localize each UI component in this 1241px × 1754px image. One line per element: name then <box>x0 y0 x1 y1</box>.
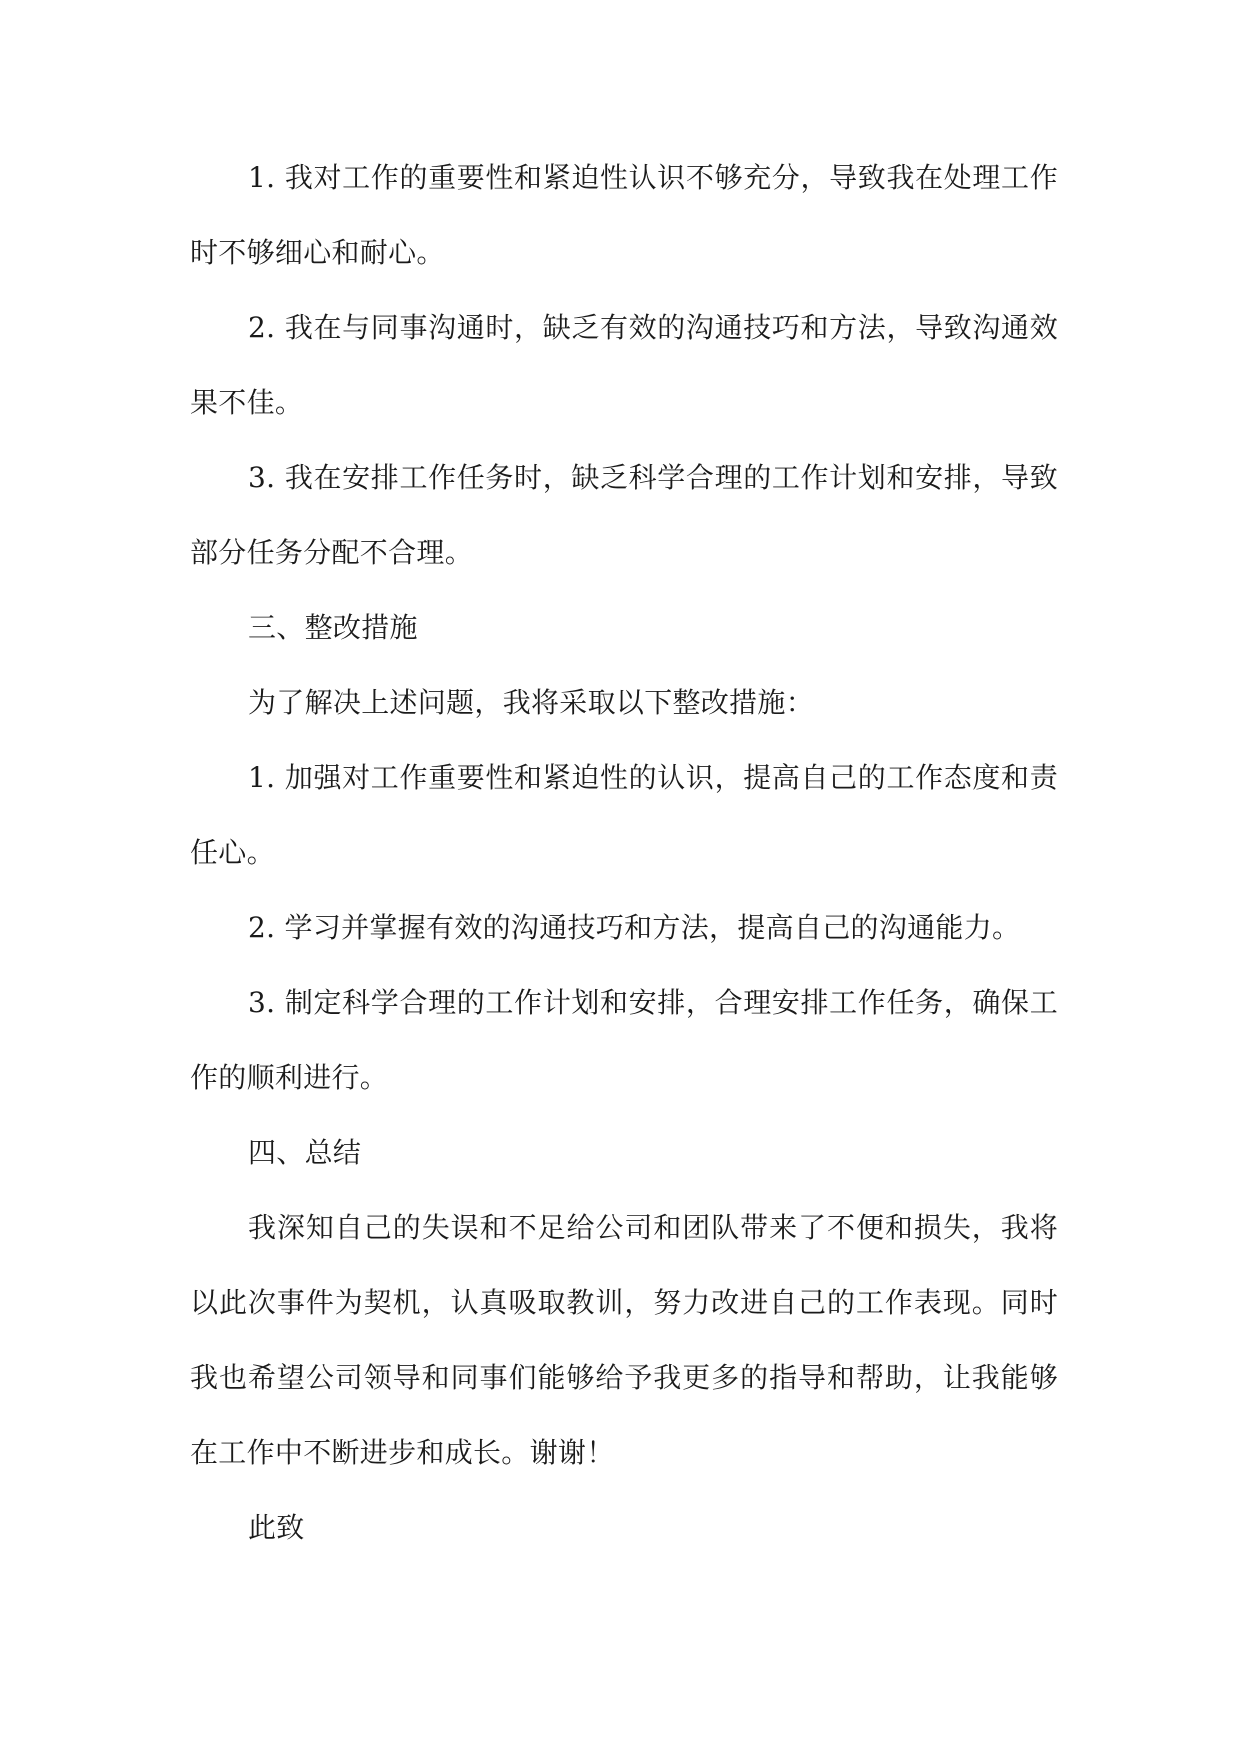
closing-salutation: 此致 <box>248 1511 305 1544</box>
measures-intro: 为了解决上述问题，我将采取以下整改措施： <box>248 686 815 719</box>
measure-item-1: 1. 加强对工作重要性和紧迫性的认识，提高自己的工作态度和责任心。 <box>190 761 1058 869</box>
section-heading-measures: 三、整改措施 <box>248 611 418 644</box>
document-page <box>190 140 1058 1565</box>
summary-paragraph: 我深知自己的失误和不足给公司和团队带来了不便和损失，我将以此次事件为契机，认真吸取教训，努力改进自己的工作表现。同时我也希望公司领导和同事们能够给予我更多的指导和帮助，让我能够在工作中不断进步和成长。谢谢！ <box>190 1211 1058 1469</box>
problem-item-3: 3. 我在安排工作任务时，缺乏科学合理的工作计划和安排，导致部分任务分配不合理。 <box>190 461 1058 569</box>
section-heading-summary: 四、总结 <box>248 1136 362 1169</box>
measure-item-3: 3. 制定科学合理的工作计划和安排，合理安排工作任务，确保工作的顺利进行。 <box>190 986 1058 1094</box>
problem-item-2: 2. 我在与同事沟通时，缺乏有效的沟通技巧和方法，导致沟通效果不佳。 <box>190 311 1058 419</box>
problem-item-1: 1. 我对工作的重要性和紧迫性认识不够充分，导致我在处理工作时不够细心和耐心。 <box>190 161 1058 269</box>
measure-item-2: 2. 学习并掌握有效的沟通技巧和方法，提高自己的沟通能力。 <box>248 911 1021 944</box>
